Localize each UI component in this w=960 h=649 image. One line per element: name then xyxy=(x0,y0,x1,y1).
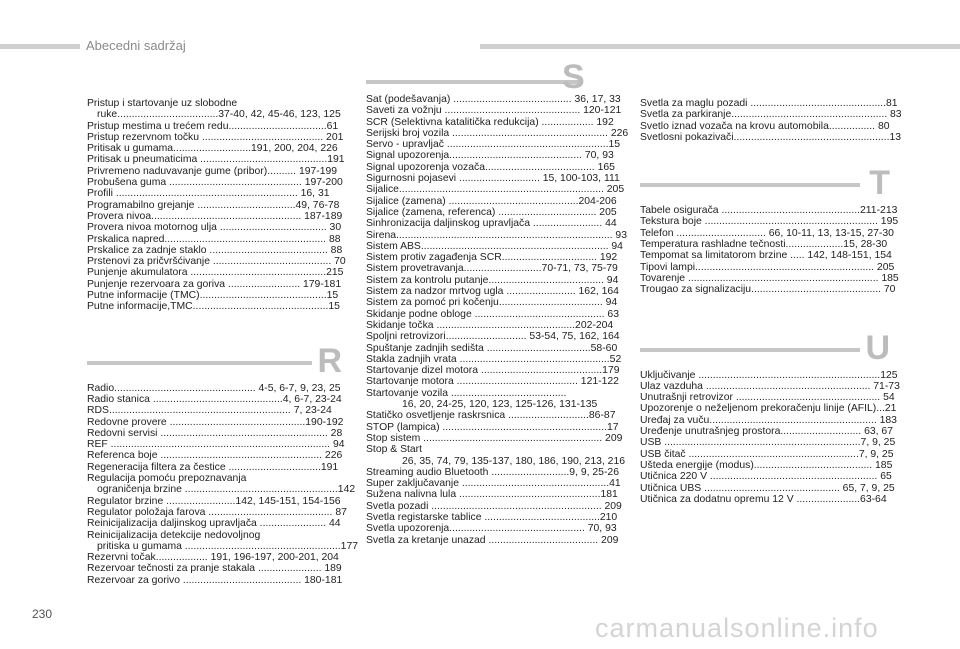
index-entry xyxy=(366,263,616,274)
index-entry xyxy=(640,131,902,143)
header-bar-right xyxy=(480,44,960,49)
index-entry-text: Regeneracija filtera za čestice ................................191 xyxy=(87,461,339,473)
index-entry-text: Ušteda energije (modus)......................................... 185 xyxy=(640,459,893,471)
index-entry xyxy=(366,466,619,478)
section-header-t xyxy=(640,161,890,205)
index-entry-text: Prskalice za zadnje staklo ......................................... 88 xyxy=(87,244,343,256)
index-entry xyxy=(87,473,356,496)
index-entry xyxy=(87,177,342,188)
index-entry xyxy=(87,417,342,428)
index-entry-text: Tempomat sa limitatorom brzine ..... 142, 148-151, 154 xyxy=(640,250,892,262)
watermark: carmanualsonline.info xyxy=(595,613,879,643)
index-entry xyxy=(366,432,623,444)
index-entry xyxy=(87,211,342,222)
page-number: 230 xyxy=(32,607,53,621)
index-entry xyxy=(87,462,342,473)
index-entry-text: Sistem za nadzor mrtvog ugla ........................ 162, 164 xyxy=(366,286,619,298)
index-entry-text: Reinicijalizacija daljinskog upravljača ....................... 44 xyxy=(87,518,341,530)
index-entry-text: Trougao za signalizaciju............................................. 70 xyxy=(640,284,896,296)
index-entry-text: Svetlosni pokazivači......................................................13 xyxy=(640,131,902,143)
index-group-s-cont xyxy=(640,98,902,143)
index-entry-text: Pritisak u pneumaticima ............................................191 xyxy=(87,154,345,166)
header-bar-left xyxy=(0,44,80,49)
index-entry xyxy=(640,216,899,228)
section-s-rule xyxy=(366,80,583,84)
index-entry-text: Startovanje dizel motora ..........................................179 xyxy=(366,365,620,377)
index-entry xyxy=(366,331,620,343)
index-entry-text: Sigurnosni pojasevi ............................ 15, 100-103, 111 xyxy=(366,173,620,185)
index-entry xyxy=(366,196,616,207)
index-entry-text: Svetla registarske tablice ........................................210 xyxy=(366,511,618,523)
index-entry-text: Privremeno naduvavanje gume (pribor).......... 197-199 xyxy=(87,165,338,177)
index-entry-text: Pristup rezervnom točku .......................................... 201 xyxy=(87,131,344,143)
index-entry xyxy=(640,482,895,494)
index-entry xyxy=(640,392,895,404)
index-entry xyxy=(87,132,342,143)
index-entry xyxy=(366,127,629,139)
index-entry xyxy=(366,94,621,105)
index-entry-text: Sistem protiv zagađenja SCR................................. 192 xyxy=(366,252,618,264)
index-entry-text: Svetla za parkiranje...................................................... 83 xyxy=(640,109,902,121)
index-entry-continuation: 26, 35, 74, 79, 135-137, 180, 186, 190, 213, 216 xyxy=(402,455,626,467)
index-entry xyxy=(366,207,616,218)
index-entry xyxy=(366,353,622,365)
index-entry-text: Unutrašnji retrovizor .................................................. 54 xyxy=(640,392,895,404)
index-entry xyxy=(87,394,342,405)
index-column-left xyxy=(87,98,359,586)
index-entry xyxy=(366,105,622,117)
index-entry xyxy=(366,173,620,185)
index-entry-text: Upozorenje o neželjenom prekoračenju linije (AFIL)...21 xyxy=(640,403,897,415)
index-entry-text: Prstenovi za pričvršćivanje ......................................... 70 xyxy=(87,256,346,268)
index-entry xyxy=(640,494,890,505)
index-entry xyxy=(366,162,616,173)
index-entry-text: Redovni servisi .......................................................... 28 xyxy=(87,427,343,439)
index-entry-text: Sistem provetravanja...........................70-71, 73, 75-79 xyxy=(366,263,618,275)
index-entry-text: Svetla upozorenja............................................... 70, 93 xyxy=(366,523,617,535)
index-entry-text: Pristup mestima u trećem redu..................................61 xyxy=(87,120,339,132)
index-column-middle xyxy=(366,94,629,546)
index-entry-text: Sijalice (zamena) .............................................204-206 xyxy=(366,195,617,207)
index-entry-continuation: pritiska u gumama ......................................................177 xyxy=(97,540,359,552)
index-entry xyxy=(87,98,342,121)
index-entry-text: Statičko osvetljenje raskrsnica ............................86-87 xyxy=(366,410,616,422)
index-column-right xyxy=(640,98,902,505)
index-entry xyxy=(366,523,616,534)
section-rule xyxy=(640,183,860,187)
index-entry xyxy=(87,256,346,268)
index-entry xyxy=(640,414,897,426)
index-entry xyxy=(87,166,342,177)
index-entry xyxy=(366,388,616,411)
index-entry-text: Startovanje vozila ........................................ xyxy=(366,387,567,399)
index-entry xyxy=(366,218,616,229)
index-entry-text: Tabele osigurača ................................................211-213 xyxy=(640,205,898,217)
index-entry-text: Uređaj za vuču.......................................................... 183 xyxy=(640,414,897,426)
index-entry xyxy=(87,301,342,312)
index-entry xyxy=(640,426,893,438)
index-entry xyxy=(366,489,616,500)
index-entry xyxy=(87,575,342,586)
index-entry-text: Radio stanica .............................................4, 6-7, 23-24 xyxy=(87,393,342,405)
index-entry xyxy=(366,139,621,151)
index-entry-text: Prskalica napred........................................................ 88 xyxy=(87,233,341,245)
index-entry-text: RDS............................................................... 7, 23-24 xyxy=(87,405,332,417)
index-entry-text: Svetlo iznad vozača na krovu automobila................ 80 xyxy=(640,120,890,132)
index-entry-continuation: ograničenja brzine .....................................................142 xyxy=(97,484,356,496)
index-entry xyxy=(87,439,345,451)
index-entry xyxy=(87,154,345,166)
index-entry-text: Probušena guma .............................................. 197-200 xyxy=(87,177,343,189)
index-entry-text: Punjenje rezervoara za goriva ......................... 179-181 xyxy=(87,278,342,290)
section-header-u xyxy=(640,326,890,370)
index-entry-text: Sistem za pomoć pri kočenju.................................... 94 xyxy=(366,297,618,309)
page-header-title: Abecedni sadržaj xyxy=(86,38,186,53)
index-entry-text: Utičnica 220 V .......................................................... 65 xyxy=(640,471,892,483)
section-rule xyxy=(640,348,860,352)
index-entry xyxy=(87,518,342,529)
index-entry xyxy=(640,369,898,381)
index-entry-text: Putne informacije,TMC...............................................15 xyxy=(87,301,340,313)
index-entry xyxy=(640,459,893,471)
index-entry-text: Rezervni točak.................. 191, 196-197, 200-201, 204 xyxy=(87,552,339,564)
index-entry-text: Sistem za kontrolu putanje........................................ 94 xyxy=(366,274,619,286)
index-entry-text: STOP (lampica) .........................................................17 xyxy=(366,421,619,433)
index-entry-text: Svetla za kretanje unazad ...................................... 209 xyxy=(366,534,619,546)
section-letter-s: S xyxy=(562,58,585,96)
index-entry-text: USB čitač ...........................................................7, 9, 25 xyxy=(640,448,894,460)
index-entry-text: Signal upozorenja vozača...................................... 165 xyxy=(366,161,615,173)
section-letter-t: T xyxy=(869,164,890,203)
index-entry-text: Super zaključavanje ...................................................41 xyxy=(366,478,621,490)
index-entry-text: Servo - upravljač ........................................................15 xyxy=(366,139,621,151)
index-entry xyxy=(366,286,619,298)
index-entry xyxy=(366,297,616,308)
index-entry xyxy=(87,383,342,394)
index-entry xyxy=(640,284,896,296)
index-entry xyxy=(366,229,627,241)
index-entry xyxy=(87,188,342,199)
index-entry-text: Sijalice (zamena, referenca) .................................. 205 xyxy=(366,206,617,218)
index-group-s xyxy=(366,94,629,546)
index-entry xyxy=(87,222,342,233)
index-entry-text: Redovne provere ...............................................190-192 xyxy=(87,416,344,428)
index-entry-text: Pristup i startovanje uz slobodne xyxy=(87,98,238,109)
index-entry xyxy=(640,403,897,415)
index-entry xyxy=(640,121,890,132)
index-entry xyxy=(640,227,894,239)
index-entry-text: Regulator brzine ........................142, 145-151, 154-156 xyxy=(87,495,341,507)
index-entry xyxy=(366,150,616,161)
index-entry xyxy=(87,450,342,461)
index-entry xyxy=(87,234,342,245)
index-entry xyxy=(87,245,342,256)
index-entry xyxy=(87,200,342,211)
index-entry xyxy=(366,478,621,490)
index-entry-text: Serijski broj vozila ...................................................... 226 xyxy=(366,127,629,139)
index-entry-text: Profili ............................................................... 16, 31 xyxy=(87,188,330,200)
index-group-p xyxy=(87,98,346,313)
index-entry-text: Streaming audio Bluetooth ...........................9, 9, 25-26 xyxy=(366,466,619,478)
index-entry-text: Sužena nalivna lula .................................................181 xyxy=(366,489,618,501)
index-entry xyxy=(640,98,898,109)
index-entry xyxy=(640,272,899,284)
index-entry xyxy=(87,405,342,416)
index-entry xyxy=(366,444,626,467)
index-entry xyxy=(640,380,900,392)
index-entry-text: Signal upozorenja.............................................. 70, 93 xyxy=(366,150,614,162)
index-entry xyxy=(366,376,619,388)
index-entry-text: Utičnica UBS ............................................... 65, 7, 9, 25 xyxy=(640,482,895,494)
index-entry xyxy=(366,184,625,196)
index-entry xyxy=(640,261,895,273)
index-entry xyxy=(87,279,342,290)
index-entry xyxy=(640,109,902,121)
index-entry-text: Ulaz vazduha ......................................................... 71-73 xyxy=(640,380,900,392)
index-entry xyxy=(366,240,623,252)
index-entry-text: Pritisak u gumama...........................191, 200, 204, 226 xyxy=(87,143,338,155)
index-entry-text: Tekstura boje ............................................................ 195 xyxy=(640,216,899,228)
index-entry-text: Skidanje točka ................................................202-204 xyxy=(366,319,614,331)
index-entry-text: Telefon ............................... 66, 10-11, 13, 13-15, 27-30 xyxy=(640,227,894,239)
index-entry-continuation: 16, 20, 24-25, 120, 123, 125-126, 131-135 xyxy=(402,399,598,411)
index-entry-text: Spuštanje zadnjih sedišta ....................................58-60 xyxy=(366,342,618,354)
index-entry-text: Sat (podešavanja) ......................................... 36, 17, 33 xyxy=(366,94,621,105)
index-entry xyxy=(366,500,622,512)
index-entry-text: Saveti za vožnju ............................................... 120-121 xyxy=(366,105,622,117)
index-group-u xyxy=(640,369,900,506)
index-entry xyxy=(87,143,342,154)
index-entry-text: Sijalice....................................................................... 205 xyxy=(366,184,625,196)
section-letter-r: R xyxy=(317,341,342,380)
index-entry xyxy=(366,343,616,354)
index-entry-text: Sirena........................................................................... 93 xyxy=(366,229,627,241)
index-entry-text: Stakla zadnjih vrata ....................................................52 xyxy=(366,353,622,365)
index-entry-text: Uključivanje ...............................................................125 xyxy=(640,369,898,381)
index-entry-text: Utičnica za dodatnu opremu 12 V ......................63-64 xyxy=(640,493,887,505)
index-entry-text: USB ....................................................................7, 9, 25 xyxy=(640,437,896,449)
index-entry-text: REF ............................................................................ 94 xyxy=(87,439,345,451)
index-entry-text: Putne informacije (TMC)............................................15 xyxy=(87,290,339,302)
index-entry xyxy=(87,290,342,301)
section-letter-u: U xyxy=(865,328,890,367)
index-entry-text: Temperatura rashladne tečnosti....................15, 28-30 xyxy=(640,239,888,251)
index-entry xyxy=(87,506,347,518)
index-entry xyxy=(87,563,342,574)
index-entry-text: Sistem ABS................................................................. 94 xyxy=(366,240,623,252)
index-entry xyxy=(640,250,890,261)
section-rule xyxy=(87,361,312,365)
index-entry xyxy=(87,496,342,507)
index-entry xyxy=(87,267,342,278)
index-entry-text: Spoljni retrovizori............................ 53-54, 75, 162, 164 xyxy=(366,331,620,343)
index-entry xyxy=(640,471,890,482)
section-header-r xyxy=(87,339,342,383)
index-entry-text: Svetla za maglu pozadi ...............................................81 xyxy=(640,98,898,109)
index-entry xyxy=(366,274,619,286)
index-entry-text: Regulator položaja farova ........................................... 87 xyxy=(87,506,347,518)
index-entry-text: Stop sistem .............................................................. 209 xyxy=(366,432,623,444)
index-entry xyxy=(640,205,898,217)
index-entry xyxy=(366,117,616,128)
index-entry xyxy=(366,308,619,320)
index-entry xyxy=(87,529,359,553)
index-entry-text: Skidanje podne obloge ............................................. 63 xyxy=(366,308,619,320)
index-entry xyxy=(87,552,342,563)
index-entry-text: Uređenje unutrašnjeg prostora............................ 63, 67 xyxy=(640,426,893,438)
index-entry-text: Provera nivoa motornog ulja ..................................... 30 xyxy=(87,222,342,234)
index-entry xyxy=(366,365,620,377)
index-entry-text: Tipovi lampi.............................................................. 205 xyxy=(640,261,895,273)
index-entry-text: Regulacija pomoću prepoznavanja xyxy=(87,473,247,485)
index-entry xyxy=(87,121,342,132)
index-entry-continuation: ruke...................................37-40, 42, 45-46, 123, 125 xyxy=(97,109,341,121)
index-entry-text: Tovarenje .................................................................. 185 xyxy=(640,272,899,284)
index-entry-text: SCR (Selektivna katalitička redukcija) .................. 192 xyxy=(366,116,614,128)
index-entry xyxy=(366,252,616,263)
index-entry xyxy=(640,239,890,250)
index-entry-text: Programabilno grejanje ..................................49, 76-78 xyxy=(87,199,340,211)
index-entry-text: Rezervoar za gorivo ......................................... 180-181 xyxy=(87,574,343,586)
index-entry-text: Punjenje akumulatora ...............................................215 xyxy=(87,267,344,279)
index-entry-text: Stop & Start xyxy=(366,444,423,456)
index-entry-text: Sinhronizacija daljinskog upravljača ........................ 44 xyxy=(366,218,617,230)
index-group-t xyxy=(640,205,899,296)
index-entry xyxy=(366,512,616,523)
index-entry xyxy=(366,534,619,546)
index-entry-text: Rezervoar tečnosti za pranje stakala ...................... 189 xyxy=(87,563,342,575)
index-entry xyxy=(366,410,616,421)
index-entry xyxy=(87,428,342,439)
index-group-r xyxy=(87,382,359,586)
index-entry xyxy=(366,320,616,331)
index-entry-text: Provera nivoa.................................................... 187-189 xyxy=(87,210,343,222)
index-entry xyxy=(640,448,894,460)
index-entry xyxy=(366,421,619,433)
index-entry-text: Svetla pozadi ........................................................... 209 xyxy=(366,500,622,512)
index-entry xyxy=(640,437,896,449)
index-entry-text: Radio................................................. 4-5, 6-7, 9, 23, 25 xyxy=(87,382,341,394)
index-entry-text: Startovanje motora .......................................... 121-122 xyxy=(366,376,619,388)
index-entry-text: Reinicijalizacija detekcije nedovoljnog xyxy=(87,529,261,541)
index-entry-text: Referenca boje ........................................................ 226 xyxy=(87,450,343,462)
